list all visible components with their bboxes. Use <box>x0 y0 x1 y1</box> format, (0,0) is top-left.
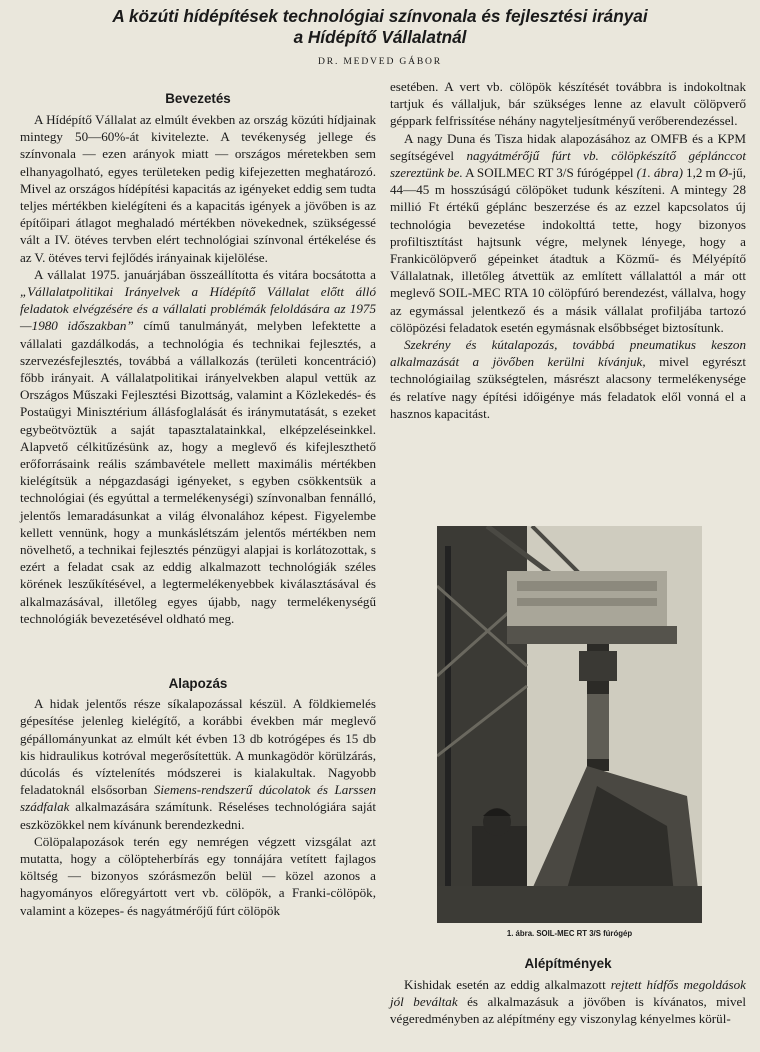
paragraph-intro-2 <box>20 266 376 627</box>
paragraph-szekreny <box>390 336 746 422</box>
paragraph-alepitmenyek <box>390 976 746 1028</box>
paragraph-continued: esetében. A vert vb. cölöpök készítését továbbra is indokoltnak tartjuk és vállaljuk, bár szükséges lenne az elavult cölöpverő géppark felfrissítése néhány nagyteljesítményű verőberendezéssel. <box>390 79 746 129</box>
paragraph-szekreny-emphasis: Szekrény és kútalapozás, továbbá pneumatikus keszon alkalmazását a jövőben kerülni kívánjuk, <box>390 337 746 370</box>
paragraph-alepitmenyek-emphasis: rejtett hídfős megoldások jól beváltak <box>390 977 746 1010</box>
drilling-rig-photo <box>437 526 702 923</box>
paragraph-duna-tisza-figure-ref: (1. ábra) <box>636 165 683 181</box>
right-column <box>390 78 746 422</box>
paragraph-alepitmenyek-text-a: Kishidak esetén az eddig alkalmazott <box>404 977 611 992</box>
paragraph-intro-2-text-a: A vállalat 1975. januárjában összeállította és vitára bocsátotta a <box>34 266 376 282</box>
paragraph-szekreny-text: mivel egyrészt technológiailag szükségtelen, másrészt alacsony termelékenysége és relatíve nagy építési időigénye más feladatok elől vonná el a hasznos kapacitást. <box>390 354 746 421</box>
left-column <box>20 90 376 919</box>
drilling-rig-illustration <box>437 526 702 923</box>
paragraph-duna-tisza-text-b: A SOILMEC RT 3/S fúrógéppel <box>462 165 637 181</box>
heading-intro: Bevezetés <box>165 91 231 106</box>
paragraph-alapozas-1-emphasis: Siemens-rendszerű dúcolatok és Larssen szádfalak <box>20 782 376 815</box>
right-column-bottom <box>390 955 746 1028</box>
paragraph-intro-1: A Hídépítő Vállalat az elmúlt években az ország közúti hídjainak mintegy 50—60%-át kivitelezte. A tevékenység jellege és színvonala — ezen arányok miatt — országos méretekben sem elhanyagolható, egyes területeken pedig kifejezetten meghatározó. Mivel az országos hídépítési kapacitás az igényeket eddig sem tudta teljes mértékben kielégíteni és a kapacitás igények a jövőben is az építőipari átlagot meghaladó mértékben növekednek, szükségessé vált a IV. ötéves tervben elért technológiai színvonal értékelése és az V. ötéves tervi fejlődés irányainak kijelölése. <box>20 112 376 265</box>
paragraph-duna-tisza <box>390 130 746 336</box>
paragraph-alapozas-1 <box>20 695 376 833</box>
paragraph-duna-tisza-emphasis: nagyátmérőjű fúrt vb. cölöpkészítő géplánccot szereztünk be. <box>390 147 746 181</box>
article-author: DR. MEDVED GÁBOR <box>318 56 442 67</box>
paragraph-intro-2-text-b: című tanulmányát, melyben lefektette a vállalati gazdálkodás, a technológia és technikai fejlesztés, a szervezésfejlesztés, továbbá a vállalkozás (területi koncentráció) főbb irányait. A vállalatpolitikai irányelvekben alapul vettük az Országos Műszaki Fejlesztési Bizottság, valamint a Közlekedés- és Postaügyi Minisztérium állásfoglalását és iránymutatását, s ezeket egybeötvöztük a saját tapasztalatainkkal, elképzeléseinkkel. Alapvető célkitűzésünk az, hogy a meglevő és kifejleszthető erőforrásaink reális számbavétele mellett maximális mértékben kielégítsük a népgazdasági igényeket, s egyben csökkentsük a technológiai (és egyúttal a termelékenységi) színvonalban fennálló, jelentős lemaradásunkat a világ élvonalához képest. Figyelembe kellett vennünk, hogy a munkáslétszám jelentős mértékben nem növelhető, a technikai fejlesztés pénzügyi alapjai is korlátozottak, s ezért a feladat csak az eddig alkalmazott technológiák széles körének leszűkítésével, a legtermelékenyebbek kiválasztásával és alkalmazásával, illetőleg egyes újabb, nagy termelékenységű technológiák bevezetésével oldható meg. <box>20 318 376 626</box>
heading-alapozas: Alapozás <box>168 676 228 692</box>
paragraph-alapozas-2: Cölöpalapozások terén egy nemrégen végzett vizsgálat azt mutatta, hogy a cölöpteherbírás egy tonnájára vetített fajlagos költség — bizonyos szórásmezőn belül — közel azonos a hagyományos előregyártott vert vb. cölöpök, a Franki-cölöpök, valamint a közepes- és nagyátmérőjű fúrt cölöpök <box>20 833 376 918</box>
article-title <box>20 6 740 48</box>
heading-alepitmenyek: Alépítmények <box>524 956 612 971</box>
figure-caption: 1. ábra. SOIL-MEC RT 3/S fúrógép <box>506 929 633 938</box>
paragraph-alepitmenyek-text-b: és alkalmazásuk a jövőben is kívánatos, mivel végeredményben az alépítmény egy viszonylag kényelmes körül- <box>390 994 746 1027</box>
article-title-line-2: a Hídépítő Vállalatnál <box>293 27 467 47</box>
paragraph-intro-2-emphasis: „Vállalatpolitikai Irányelvek a Hídépítő Vállalat előtt álló feladatok elvégzésére és a vállalati problémák feloldására az 1975—1980 időszakban” <box>20 284 376 334</box>
article-title-line-1: A közúti hídépítések technológiai színvonala és fejlesztési irányai <box>112 6 648 26</box>
paragraph-alapozas-1-text-a: A hidak jelentős része síkalapozással készül. A földkiemelés gépesítése jelenleg kielégítő, a korábbi években már meglevő gépállományunkat az elmúlt két évben 13 db kotrógépes és 15 db kis hidraulikus kotróval megerősítettük. A munkagödör körülzárás, dúcolás és víztelenítés módszerei is kialakultak. Nagyobb feladatoknál elsősorban <box>20 696 376 798</box>
paragraph-duna-tisza-text-a: A nagy Duna és Tisza hidak alapozásához az OMFB és a KPM segítségével <box>390 130 746 163</box>
paragraph-duna-tisza-text-c: 1,2 m Ø-jű, 44—45 m hosszúságú cölöpöket tudunk készíteni. A mintegy 28 millió Ft értékű géplánc beszerzése és az ezzel kapcsolatos új technológia bevezetése indokolttá tette, hogy bizonyos profiltisztítást hajtsunk végre, melynek lényege, hogy a Frankicölöpverő gépeinket átadtuk a Közmű- és Mélyépítő Vállalatnak, illetőleg átvettük az említett vállalattól a már ott meglevő SOIL-MEC RTA 10 cölöpfúró berendezést, vállalva, hogy az egymással jelentkező és a másik vállalat profiljába tartozó cölöpözési feladatok esetén egymásnak elsőbbséget biztosítunk. <box>390 165 746 335</box>
paragraph-alapozas-1-text-b: alkalmazására számítunk. Réseléses technológiára saját eszközökkel nem kívánunk berendezkedni. <box>20 799 376 832</box>
